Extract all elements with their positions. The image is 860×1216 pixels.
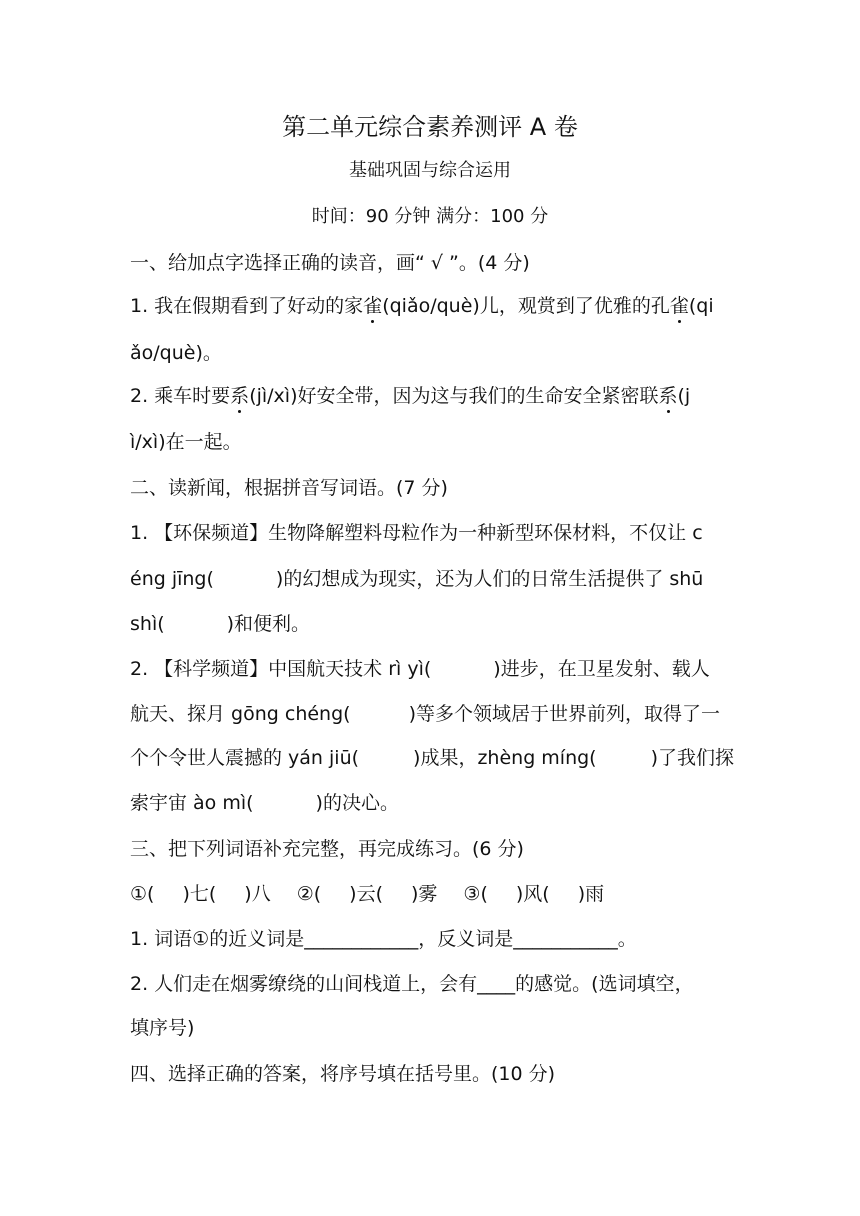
s3-words-row: [130, 882, 730, 906]
s3-question-1: 1. 词语①的近义词是____________，反义词是___________。: [130, 928, 637, 950]
dotted-char: 雀: [669, 295, 689, 317]
exam-meta: 时间：90 分钟 满分：100 分: [311, 206, 549, 227]
text-segment: )和便利。: [226, 613, 311, 635]
s1-q2-text-b: (jì/xì)好安全带，因为这与我们的生命安全紧密联: [249, 385, 659, 407]
pinyin-prompt: 航天、探月 gōng chéng(: [130, 703, 351, 725]
s1-q2-continued: ì/xì)在一起。: [130, 431, 242, 453]
s2-q2-line-1: [130, 657, 730, 681]
text-segment: )等多个领域居于世界前列，取得了一: [408, 703, 720, 725]
word-3-start: ③(: [463, 883, 488, 905]
word-1-mid: )七(: [182, 883, 217, 905]
s1-question-2: [130, 384, 730, 408]
section-1-heading: 一、给加点字选择正确的读音，画“ √ ”。(4 分): [130, 252, 530, 274]
section-3-heading: 三、把下列词语补充完整，再完成练习。(6 分): [130, 838, 524, 860]
s1-q1-text-b: (qiǎo/què)儿，观赏到了优雅的孔: [382, 295, 670, 317]
s2-q2-line-4: [130, 791, 730, 815]
section-4-heading: 四、选择正确的答案，将序号填在括号里。(10 分): [130, 1063, 556, 1085]
word-3-end: )雨: [577, 883, 605, 905]
s2-q2-line-3: [130, 746, 735, 770]
s2-q1-line-3: [130, 612, 730, 636]
page-title: 第二单元综合素养测评 A 卷: [282, 113, 578, 141]
word-1-start: ①(: [130, 883, 155, 905]
text-segment: )的决心。: [315, 792, 399, 814]
pinyin-prompt: shì(: [130, 613, 165, 635]
s1-q1-text-a: 1. 我在假期看到了好动的家: [130, 295, 364, 317]
word-2-mid: )云(: [349, 883, 383, 905]
word-3-mid: )风(: [515, 883, 550, 905]
pinyin-prompt: 个个令世人震撼的 yán jiū(: [130, 747, 360, 769]
word-2-end: )雾: [410, 883, 438, 905]
s1-q2-text-a: 2. 乘车时要: [130, 385, 231, 407]
s2-q2-line-2: [130, 702, 730, 726]
dotted-char: 系: [658, 385, 678, 407]
pinyin-prompt: éng jīng(: [130, 568, 214, 590]
text-segment: )的幻想成为现实，还为人们的日常生活提供了 shū: [275, 568, 704, 590]
s2-q1-line-2: [130, 567, 730, 591]
s3-q2-continued: 填序号): [130, 1017, 195, 1039]
section-2-heading: 二、读新闻，根据拼音写词语。(7 分): [130, 477, 448, 499]
s1-q1-continued: ǎo/què)。: [130, 342, 222, 364]
pinyin-prompt: 2. 【科学频道】中国航天技术 rì yì(: [130, 658, 432, 680]
dotted-char: 系: [230, 385, 250, 407]
text-segment: )了我们探: [650, 747, 735, 769]
word-2-start: ②(: [296, 883, 322, 905]
word-1-end: )八: [244, 883, 271, 905]
pinyin-prompt: )成果，zhèng míng(: [413, 747, 597, 769]
pinyin-prompt: 索宇宙 ào mì(: [130, 792, 254, 814]
s1-question-1: [130, 294, 730, 318]
s2-q1-line-1: 1. 【环保频道】生物降解塑料母粒作为一种新型环保材料，不仅让 c: [130, 522, 703, 544]
text-segment: )进步，在卫星发射、载人: [493, 658, 710, 680]
s3-question-2: 2. 人们走在烟雾缭绕的山间栈道上，会有____的感觉。(选词填空，: [130, 973, 694, 995]
page-subtitle: 基础巩固与综合运用: [349, 160, 511, 181]
dotted-char: 雀: [363, 295, 383, 317]
s1-q2-text-c: (j: [677, 385, 691, 407]
s1-q1-text-c: (qi: [688, 295, 714, 317]
